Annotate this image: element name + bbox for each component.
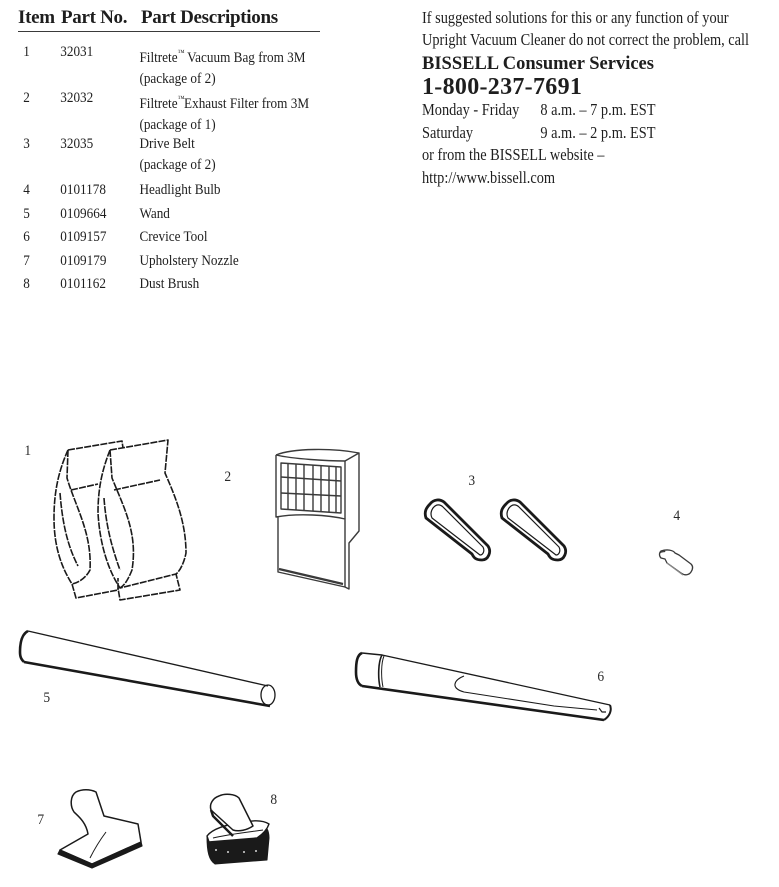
item-number: 2 [23,90,30,106]
service-brand-title: BISSELL Consumer Services [422,54,654,74]
table-row [18,88,335,134]
description-text: Exhaust Filter from 3M [184,96,310,112]
vacuum-bags-illustration [48,438,188,603]
service-hours [422,99,779,144]
item-number: 5 [23,205,30,222]
part-description: Wand [139,205,170,222]
service-website [422,144,779,189]
part-number: 0101178 [60,182,106,198]
website-lead-text: or from the BISSELL website – [422,145,605,164]
dust-brush-icon [205,790,277,868]
brand-name: Filtrete [139,50,178,66]
part-number: 32032 [60,90,94,106]
part-number: 32035 [60,136,94,152]
table-row [18,227,335,251]
package-note: (package of 2) [139,71,216,87]
crevice-tool-illustration [354,650,616,722]
service-intro-line-1: If suggested solutions for this or any function of your [422,8,729,27]
callout-4: 4 [673,508,681,524]
wand-icon [18,628,278,706]
hours-day: Monday - Friday [422,100,520,119]
callout-3: 3 [468,473,476,489]
table-row [18,251,335,275]
table-row [18,42,335,88]
part-description: Dust Brush [139,276,200,292]
upholstery-nozzle-icon [52,788,144,868]
callout-1: 1 [24,443,32,459]
vacuum-bag-icon [48,438,188,603]
item-number: 4 [23,182,30,198]
hours-row-weekdays [422,99,779,122]
callout-5: 5 [43,690,51,706]
item-number: 3 [23,136,30,152]
hours-time: 8 a.m. – 7 p.m. EST [540,100,656,119]
brand-name: Filtrete [139,96,178,112]
hours-time: 9 a.m. – 2 p.m. EST [540,122,656,142]
service-intro-line-2: Upright Vacuum Cleaner do not correct the problem, call [422,30,750,49]
part-number: 0109179 [60,252,107,269]
service-intro [422,7,779,51]
part-description [139,42,305,90]
callout-7: 7 [37,812,45,828]
wand-illustration [18,628,278,706]
header-part-no: Part No. [61,7,128,28]
hours-day: Saturday [422,122,474,142]
package-note: (package of 2) [139,157,216,173]
drive-belt-icon [422,496,572,566]
table-row [18,204,335,228]
exhaust-filter-illustration [273,447,363,597]
part-number: 0101162 [60,276,106,292]
trademark-symbol: ™ [177,48,185,57]
header-item: Item [18,7,55,28]
item-number: 7 [23,252,30,269]
drive-belts-illustration [422,496,572,566]
trademark-symbol: ™ [177,94,185,103]
table-row [18,134,335,180]
table-row [18,180,335,204]
part-description: Crevice Tool [139,229,208,245]
callout-6: 6 [597,669,605,685]
upholstery-nozzle-illustration [52,788,144,868]
website-url[interactable]: http://www.bissell.com [422,167,556,187]
part-description: Upholstery Nozzle [139,252,239,269]
crevice-tool-icon [354,650,616,722]
description-text: Vacuum Bag from 3M [184,50,306,66]
exhaust-filter-icon [273,447,363,597]
part-number: 0109157 [60,229,107,245]
headlight-bulb-illustration [655,545,700,580]
callout-8: 8 [270,792,278,808]
part-number: 0109664 [60,205,107,222]
part-description: Headlight Bulb [139,182,221,198]
description-text: Drive Belt [139,136,195,152]
table-row [18,274,335,298]
part-number: 32031 [60,44,94,60]
callout-2: 2 [224,469,232,485]
consumer-services-block [422,7,777,189]
parts-table [18,4,320,292]
service-phone-number: 1-800-237-7691 [422,74,583,100]
parts-rows [18,42,338,298]
parts-table-header [18,4,320,32]
item-number: 8 [23,276,30,292]
package-note: (package of 1) [139,117,216,133]
part-description [139,88,309,136]
header-part-descriptions: Part Descriptions [141,7,278,28]
item-number: 6 [23,229,30,245]
dust-brush-illustration [205,790,277,868]
item-number: 1 [23,44,30,60]
light-bulb-icon [655,545,700,580]
hours-row-saturday [422,122,779,145]
part-description [139,134,215,176]
